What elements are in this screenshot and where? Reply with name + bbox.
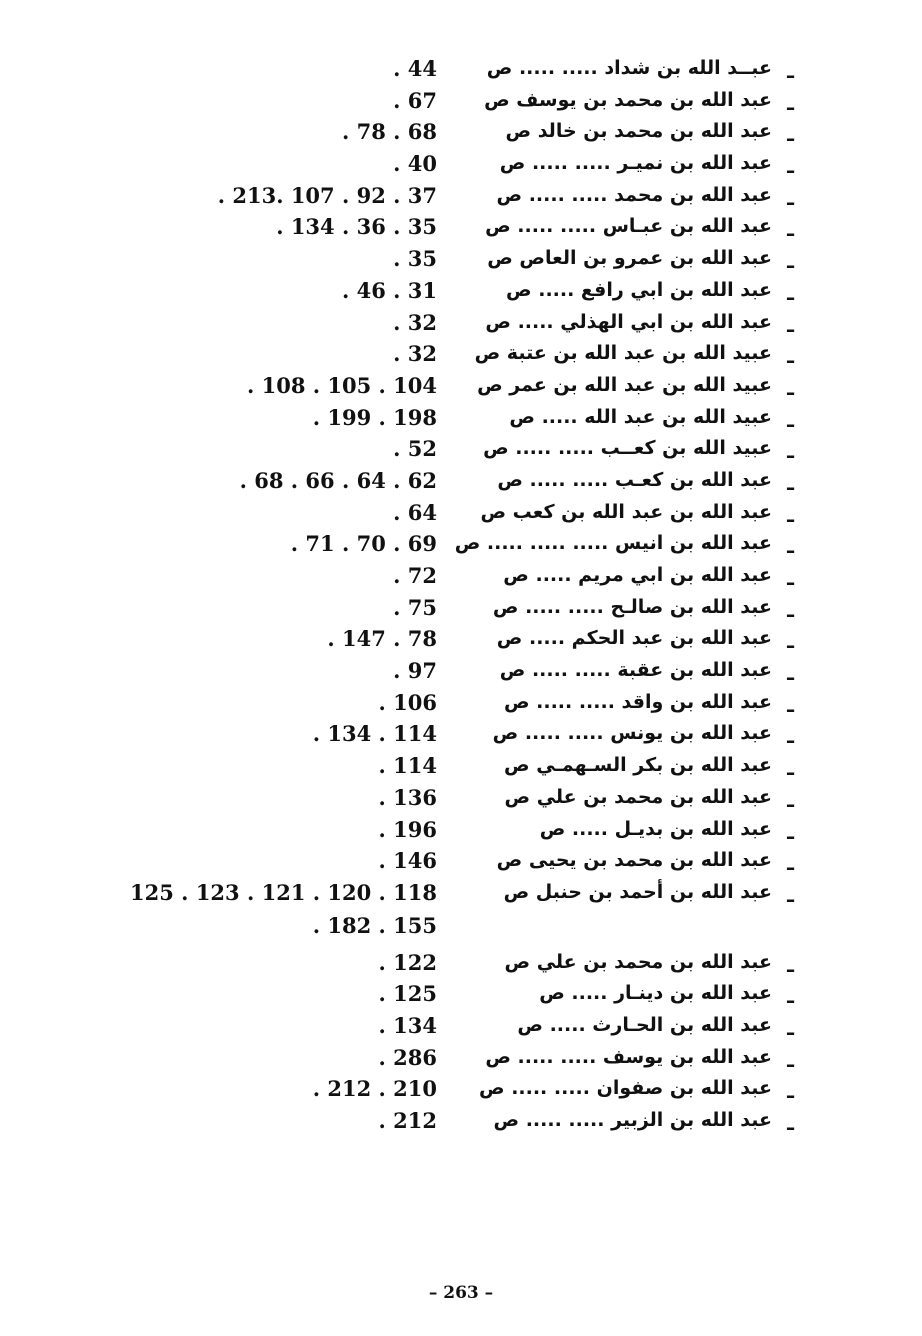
entry-dash: ـ	[787, 280, 794, 305]
entry-dash: ـ	[787, 407, 794, 432]
entry-name: عبد الله بن دينـار ..... ص	[539, 982, 772, 1005]
entry-dash: ـ	[787, 1079, 794, 1104]
entry-dash: ـ	[787, 1111, 794, 1135]
entry-name: عبد الله بن انيس ..... ..... ..... ص	[454, 532, 772, 555]
index-entry	[0, 784, 922, 816]
entry-page-numbers: 198 . 199 .	[312, 404, 437, 430]
index-entry	[0, 150, 922, 182]
entry-page-numbers: 134 .	[378, 1012, 437, 1038]
index-entry	[0, 1012, 922, 1044]
index-entry	[0, 752, 922, 784]
entry-page-numbers: 62 . 64 . 66 . 68 .	[239, 467, 437, 493]
entry-dash: ـ	[787, 661, 794, 686]
entry-dash: ـ	[787, 59, 794, 83]
entry-name: عبد الله بن كعـب ..... ..... ص	[497, 468, 772, 491]
entry-dash: ـ	[787, 984, 794, 1009]
entry-name: عبد الله بن ابي الهذلي ..... ص	[485, 310, 772, 333]
entry-page-numbers: 72 .	[393, 563, 437, 588]
entry-name: عبد الله بن يونس ..... ..... ص	[492, 722, 772, 745]
entry-dash: ـ	[787, 439, 794, 464]
entry-page-numbers: 44 .	[393, 56, 437, 81]
entry-page-numbers: 31 . 46 .	[341, 277, 437, 303]
entry-page-numbers: 40 .	[393, 151, 437, 177]
index-entry	[0, 625, 922, 657]
entry-page-numbers: 136 .	[378, 784, 437, 810]
entry-name: عبد الله بن صالـح ..... ..... ص	[492, 595, 772, 618]
index-entry	[0, 245, 922, 277]
entry-page-numbers: 196 .	[378, 816, 437, 842]
entry-page-numbers: 35 .	[393, 246, 437, 272]
entry-dash: ـ	[787, 470, 794, 495]
entry-name: عبد الله بن محمد ..... ..... ص	[496, 183, 772, 206]
index-entry	[0, 435, 922, 467]
index-entry	[0, 309, 922, 341]
entry-dash: ـ	[787, 185, 794, 210]
entry-name: عبد الله بن الحـارث ..... ص	[517, 1013, 772, 1036]
entry-page-numbers: 78 . 147 .	[327, 626, 437, 652]
entry-name: عبد الله بن محمد بن خالد ص	[505, 120, 772, 143]
entry-name: عبد الله بن عمرو بن العاص ص	[487, 247, 772, 270]
index-entry	[0, 980, 922, 1012]
entry-name: عبيد الله بن عبد الله بن عمر ص	[477, 373, 772, 396]
index-entry	[0, 404, 922, 436]
entry-page-numbers: 114 .	[378, 753, 437, 779]
entry-dash: ـ	[787, 217, 794, 242]
entry-dash: ـ	[787, 502, 794, 527]
index-entry	[0, 847, 922, 879]
entry-name: عبد الله بن عبد الله بن كعب ص	[480, 500, 772, 523]
index-entry	[0, 340, 922, 372]
entry-dash: ـ	[787, 952, 794, 977]
entry-name: عبد الله بن بكر السـهمـي ص	[504, 754, 772, 777]
entry-name: عبد الله بن ابي مريم ..... ص	[503, 564, 772, 586]
entry-page-numbers: 210 . 212 .	[312, 1076, 437, 1102]
entry-dash: ـ	[787, 249, 794, 274]
index-entry	[0, 720, 922, 752]
entry-page-numbers: 32 .	[393, 309, 437, 335]
index-entry	[0, 689, 922, 721]
index-entry	[0, 87, 922, 119]
entry-name: عبد الله بن صفوان ..... ..... ص	[479, 1077, 772, 1100]
index-entry	[0, 372, 922, 404]
entry-name: عبد الله بن بديـل ..... ص	[539, 817, 772, 840]
entry-dash: ـ	[787, 122, 794, 147]
entry-page-numbers: 104 . 105 . 108 .	[246, 372, 437, 398]
entry-page-numbers: 68 . 78 .	[341, 119, 437, 145]
entry-dash: ـ	[787, 375, 794, 400]
entry-page-numbers: 114 . 134 .	[312, 721, 437, 747]
index-entry	[0, 1044, 922, 1076]
entry-page-numbers: 52 .	[393, 436, 437, 462]
index-entry	[0, 562, 922, 594]
index-entry	[0, 657, 922, 689]
entry-name: عبد الله بن ابي رافع ..... ص	[506, 278, 772, 301]
entry-dash: ـ	[787, 597, 794, 622]
entry-dash: ـ	[787, 312, 794, 337]
entry-name: عبد الله بن الزبير ..... ..... ص	[493, 1109, 772, 1131]
entry-name: عبيد الله بن عبد الله بن عتبة ص	[474, 342, 772, 365]
entry-name: عبــد الله بن شداد ..... ..... ص	[486, 57, 772, 79]
entry-dash: ـ	[787, 756, 794, 781]
entry-page-numbers: 69 . 70 . 71 .	[290, 531, 437, 557]
entry-dash: ـ	[787, 154, 794, 179]
entry-name: عبيد الله بن عبد الله ..... ص	[509, 405, 772, 428]
index-entry	[0, 594, 922, 626]
index-entry	[0, 213, 922, 245]
index-entry	[0, 879, 922, 917]
entry-dash: ـ	[787, 1047, 794, 1072]
entry-dash: ـ	[787, 724, 794, 749]
entry-name: عبيد الله بن كعــب ..... ..... ص	[483, 437, 772, 460]
entry-dash: ـ	[787, 629, 794, 654]
index-entries-list	[0, 55, 922, 1139]
entry-page-numbers: 286 .	[378, 1044, 437, 1070]
index-entry	[0, 182, 922, 214]
entry-page-numbers: 35 . 36 . 134 .	[276, 214, 437, 240]
entry-name: عبد الله بن عقبة ..... ..... ص	[499, 659, 772, 682]
entry-dash: ـ	[787, 819, 794, 844]
entry-dash: ـ	[787, 692, 794, 717]
entry-page-numbers: 97 .	[393, 658, 437, 684]
entry-dash: ـ	[787, 90, 794, 115]
index-entry	[0, 1107, 922, 1139]
entry-name: عبد الله بن واقد ..... ..... ص	[503, 690, 772, 713]
entry-name: عبد الله بن محمد بن علي ص	[504, 950, 772, 973]
entry-name: عبد الله بن محمد بن علي ص	[504, 785, 772, 808]
entry-dash: ـ	[787, 882, 794, 907]
index-entry	[0, 277, 922, 309]
index-entry	[0, 499, 922, 531]
index-entry	[0, 949, 922, 981]
entry-name: عبد الله بن محمد بن يحيى ص	[496, 849, 772, 872]
entry-page-numbers: 212 .	[378, 1108, 437, 1133]
entry-page-numbers: 106 .	[378, 689, 437, 715]
entry-dash: ـ	[787, 566, 794, 590]
index-entry	[0, 1075, 922, 1107]
entry-page-numbers: 67 .	[393, 87, 437, 113]
index-entry	[0, 118, 922, 150]
entry-page-numbers: 37 . 92 . 107 .213 .	[217, 182, 437, 208]
index-entry	[0, 467, 922, 499]
page-number: – 263 –	[428, 1283, 494, 1303]
entry-name: عبد الله بن نميـر ..... ..... ص	[499, 152, 772, 175]
index-entry	[0, 816, 922, 848]
entry-name: عبد الله بن أحمد بن حنبل ص	[503, 880, 772, 903]
entry-name: عبد الله بن عبـاس ..... ..... ص	[485, 215, 772, 238]
entry-dash: ـ	[787, 1015, 794, 1040]
entry-page-numbers-continued: 155 . 182 .	[312, 912, 437, 938]
entry-dash: ـ	[787, 344, 794, 369]
index-entry-continuation	[0, 912, 922, 949]
entry-name: عبد الله بن عبد الحكم ..... ص	[496, 627, 772, 650]
entry-page-numbers: 146 .	[378, 848, 437, 874]
entry-dash: ـ	[787, 851, 794, 876]
index-entry	[0, 55, 922, 87]
entry-page-numbers: 122 .	[378, 949, 437, 975]
entry-dash: ـ	[787, 534, 794, 559]
index-entry	[0, 530, 922, 562]
entry-dash: ـ	[787, 787, 794, 812]
entry-page-numbers: 125 .	[378, 981, 437, 1007]
entry-page-numbers: 118 . 120 . 121 . 123 . 125	[130, 879, 437, 905]
entry-page-numbers: 32 .	[393, 341, 437, 367]
entry-name: عبد الله بن محمد بن يوسف ص	[484, 88, 772, 111]
entry-name: عبد الله بن يوسف ..... ..... ص	[485, 1045, 772, 1068]
entry-page-numbers: 75 .	[393, 594, 437, 620]
entry-page-numbers: 64 .	[393, 499, 437, 525]
